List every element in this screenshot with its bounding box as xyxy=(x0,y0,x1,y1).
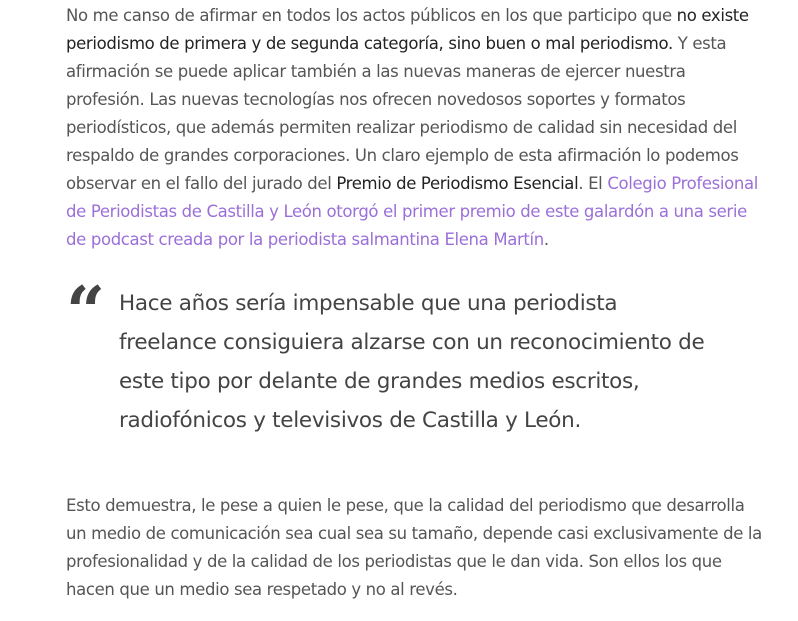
blockquote xyxy=(66,272,766,444)
award-article-link[interactable]: Colegio Profesional de Periodistas de Castilla y León otorgó el primer premio de este galardón a una serie de podcast creada por la periodista salmantina Elena Martín xyxy=(66,174,758,249)
article-body xyxy=(66,2,766,599)
paragraph-intro-text-c: Y esta afirmación se puede aplicar también a las nuevas maneras de ejercer nuestra profesión. Las nuevas tecnologías nos ofrecen novedosos soportes y formatos periodísticos, que además permiten realizar periodismo de calidad sin necesidad del respaldo de grandes corporaciones. Un claro ejemplo de esta afirmación lo podemos observar en el fallo del jurado del xyxy=(66,34,739,193)
paragraph-conclusion: Esto demuestra, le pese a quien le pese, que la calidad del periodismo que desarrolla un medio de comunicación sea cual sea su tamaño, depende casi exclusivamente de la profesionalidad y de la calidad de los periodistas que le dan vida. Son ellos los que hacen que un medio sea respetado y no al revés. xyxy=(66,496,762,599)
paragraph-intro xyxy=(66,2,766,254)
paragraph-intro-text-a: No me canso de afirmar en todos los actos públicos en los que participo que xyxy=(66,6,677,25)
paragraph-intro-text-e: . El xyxy=(578,174,608,193)
award-name: Premio de Periodismo Esencial xyxy=(336,174,579,193)
blockquote-text: Hace años sería impensable que una periodista freelance consiguiera alzarse con un reconocimiento de este tipo por delante de grandes medios escritos, radiofónicos y televisivos de Castilla y León. xyxy=(119,291,705,433)
paragraph-intro-emphasis: no existe periodismo de primera y de segunda categoría, sino buen o mal periodismo. xyxy=(66,6,749,53)
quote-mark-icon: “ xyxy=(66,272,106,352)
paragraph-intro-text-f: . xyxy=(543,230,549,249)
